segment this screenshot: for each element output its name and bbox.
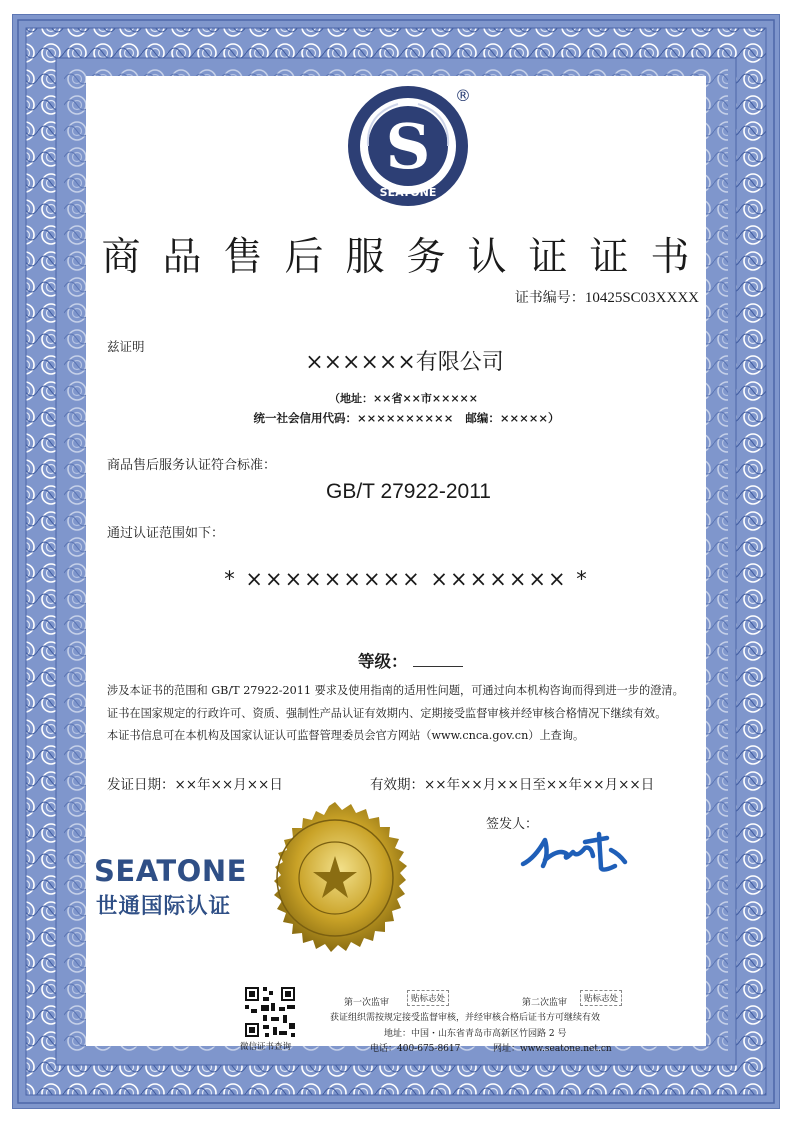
validity-note: 获证组织需按规定接受监督审核，并经审核合格后证书方可继续有效 xyxy=(330,1013,601,1023)
standard-value: GB/T 27922-2011 xyxy=(325,480,491,503)
registered-mark: ® xyxy=(455,86,471,105)
certificate-number xyxy=(515,287,699,307)
note-line: 本证书信息可在本机构及国家认证认可监督管理委员会官方网站（www.cnca.gov.cn）上查询。 xyxy=(107,729,585,742)
cert-number-value: 10425SC03XXXX xyxy=(584,290,699,306)
svg-text:SEATONE: SEATONE xyxy=(379,186,437,199)
note-line: 证书在国家规定的行政许可、资质、强制性产品认证有效期内、定期接受监督审核并经审核合格情况下继续有效。 xyxy=(107,706,667,720)
gold-seal xyxy=(250,800,420,970)
scope-label: 通过认证范围如下： xyxy=(107,526,225,541)
first-audit-label: 第一次监审 xyxy=(344,998,390,1008)
qr-code[interactable] xyxy=(243,985,297,1039)
certificate-notes xyxy=(107,680,707,748)
certificate-title: 商品售后服务认证证书 xyxy=(101,235,712,280)
cert-number-label: 证书编号： xyxy=(514,290,585,306)
second-audit-label: 第二次监审 xyxy=(522,998,568,1008)
scope-value: * ××××××××× ××××××× * xyxy=(224,567,589,591)
svg-text:S: S xyxy=(385,110,431,183)
standard-label: 商品售后服务认证符合标准： xyxy=(107,458,277,473)
grade-label: 等级： xyxy=(358,652,408,671)
brand-name-english: SEATONE xyxy=(94,854,247,888)
seatone-logo xyxy=(346,84,470,208)
company-name: ××××××有限公司 xyxy=(305,350,504,375)
footer-address: 地址：中国・山东省青岛市高新区竹园路 2 号 xyxy=(384,1029,567,1039)
note-line: 涉及本证书的范围和 GB/T 27922-2011 要求及使用指南的适用性问题，可通过向本机构咨询而得到进一步的澄清。 xyxy=(107,684,684,697)
signature-image xyxy=(515,828,635,878)
company-address: （地址：××省××市××××× xyxy=(329,392,478,405)
brand-name-chinese: 世通国际认证 xyxy=(96,894,232,919)
second-stamp-area: 贴标志处 xyxy=(580,990,622,1006)
footer-phone: 电话：400-675-8617 xyxy=(370,1044,461,1054)
valid-date: 有效期：××年××月××日至××年××月××日 xyxy=(370,777,655,793)
first-stamp-area: 贴标志处 xyxy=(407,990,449,1006)
hereby-text: 兹证明 xyxy=(107,339,145,354)
footer-website[interactable]: 网址：www.seatone.net.cn xyxy=(493,1044,612,1054)
signer-label: 签发人： xyxy=(486,817,539,832)
grade-blank-line xyxy=(413,666,463,667)
qr-code-label: 微信证书查询 xyxy=(240,1042,292,1052)
credit-code: 统一社会信用代码：×××××××××× 邮编：×××××） xyxy=(253,411,560,425)
issue-date: 发证日期：××年××月××日 xyxy=(107,777,283,793)
